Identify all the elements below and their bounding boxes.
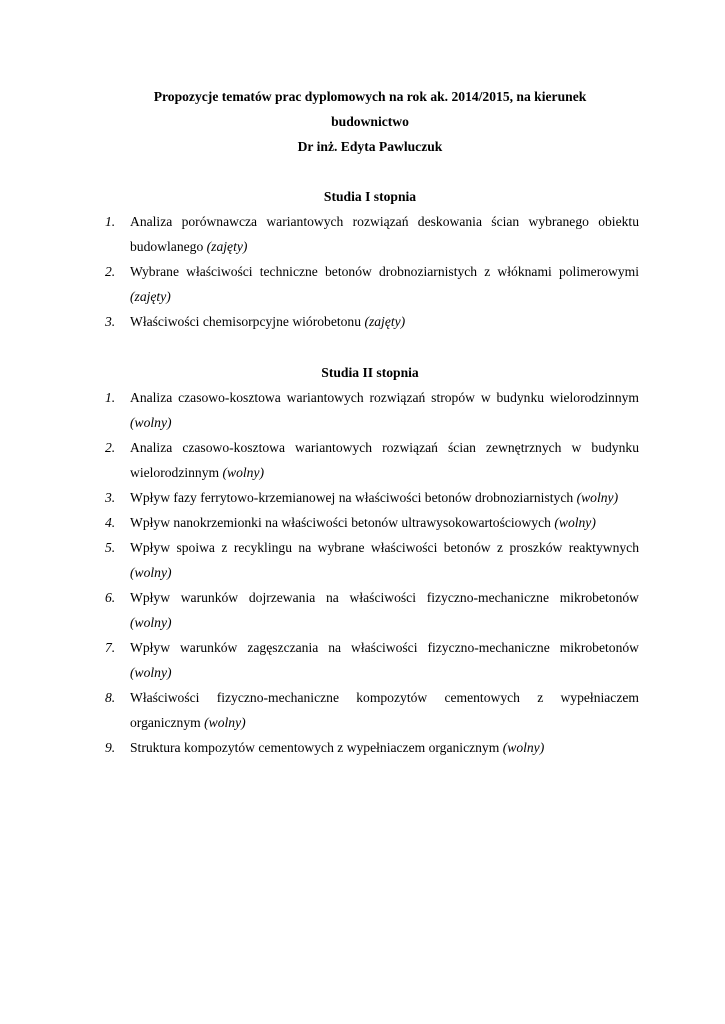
document-title-line-1: Propozycje tematów prac dyplomowych na rok ak. 2014/2015, na kierunek: [153, 89, 587, 104]
topic-text: Analiza czasowo-kosztowa wariantowych rozwiązań ścian zewnętrznych w budynku wielorodzinnym: [130, 440, 639, 480]
topic-number: 5.: [105, 540, 116, 555]
topic-list-studia-ii: [105, 385, 639, 760]
topic-number: 7.: [105, 640, 116, 655]
topic-list-studia-i: [105, 209, 639, 334]
topic-status: (wolny): [130, 415, 172, 430]
topic-status: (wolny): [130, 615, 172, 630]
topic-item: [105, 585, 639, 635]
topic-status: (wolny): [204, 715, 246, 730]
topic-text: Właściwości chemisorpcyjne wiórobetonu: [130, 314, 362, 329]
topic-text: Właściwości fizyczno-mechaniczne kompozytów cementowych z wypełniaczem organicznym: [130, 690, 639, 730]
topic-number: 3.: [105, 490, 116, 505]
topic-number: 1.: [105, 214, 116, 229]
topic-text: Struktura kompozytów cementowych z wypełniaczem organicznym: [130, 740, 500, 755]
topic-item: [105, 510, 639, 535]
topic-item: [105, 309, 639, 334]
topic-item: [105, 535, 639, 585]
section-heading-studia-ii: Studia II stopnia: [321, 365, 419, 380]
topic-item: [105, 385, 639, 435]
topic-item: [105, 735, 639, 760]
topic-number: 1.: [105, 390, 116, 405]
topic-number: 2.: [105, 440, 116, 455]
topic-text: Analiza czasowo-kosztowa wariantowych rozwiązań stropów w budynku wielorodzinnym: [130, 390, 639, 405]
topic-number: 3.: [105, 314, 116, 329]
topic-number: 2.: [105, 264, 116, 279]
topic-item: [105, 259, 639, 309]
document-title-line-2: budownictwo: [331, 114, 409, 129]
document-author: Dr inż. Edyta Pawluczuk: [297, 139, 443, 154]
topic-status: (zajęty): [130, 289, 171, 304]
topic-number: 6.: [105, 590, 116, 605]
topic-status: (wolny): [576, 490, 619, 505]
topic-item: [105, 685, 639, 735]
topic-number: 9.: [105, 740, 116, 755]
topic-item: [105, 635, 639, 685]
topic-text: Wpływ nanokrzemionki na właściwości betonów ultrawysokowartościowych: [130, 515, 551, 530]
topic-status: (wolny): [222, 465, 265, 480]
topic-item: [105, 209, 639, 259]
topic-item: [105, 485, 639, 510]
document-header: [100, 84, 640, 159]
topic-text: Analiza porównawcza wariantowych rozwiązań deskowania ścian wybranego obiektu budowlanego: [130, 214, 639, 254]
topic-status: (zajęty): [364, 314, 406, 329]
topic-text: Wpływ warunków dojrzewania na właściwości fizyczno-mechaniczne mikrobetonów: [130, 590, 639, 605]
topic-number: 8.: [105, 690, 116, 705]
topic-status: (zajęty): [206, 239, 248, 254]
topic-status: (wolny): [502, 740, 545, 755]
section-heading-studia-i: Studia I stopnia: [323, 189, 417, 204]
topic-status: (wolny): [130, 565, 172, 580]
topic-status: (wolny): [554, 515, 596, 530]
topic-text: Wpływ fazy ferrytowo-krzemianowej na właściwości betonów drobnoziarnistych: [130, 490, 574, 505]
topic-number: 4.: [105, 515, 116, 530]
topic-text: Wpływ warunków zagęszczania na właściwości fizyczno-mechaniczne mikrobetonów: [130, 640, 639, 655]
topic-status: (wolny): [130, 665, 172, 680]
topic-text: Wpływ spoiwa z recyklingu na wybrane właściwości betonów z proszków reaktywnych: [130, 540, 639, 555]
topic-text: Wybrane właściwości techniczne betonów drobnoziarnistych z włóknami polimerowymi: [130, 264, 639, 279]
topic-item: [105, 435, 639, 485]
